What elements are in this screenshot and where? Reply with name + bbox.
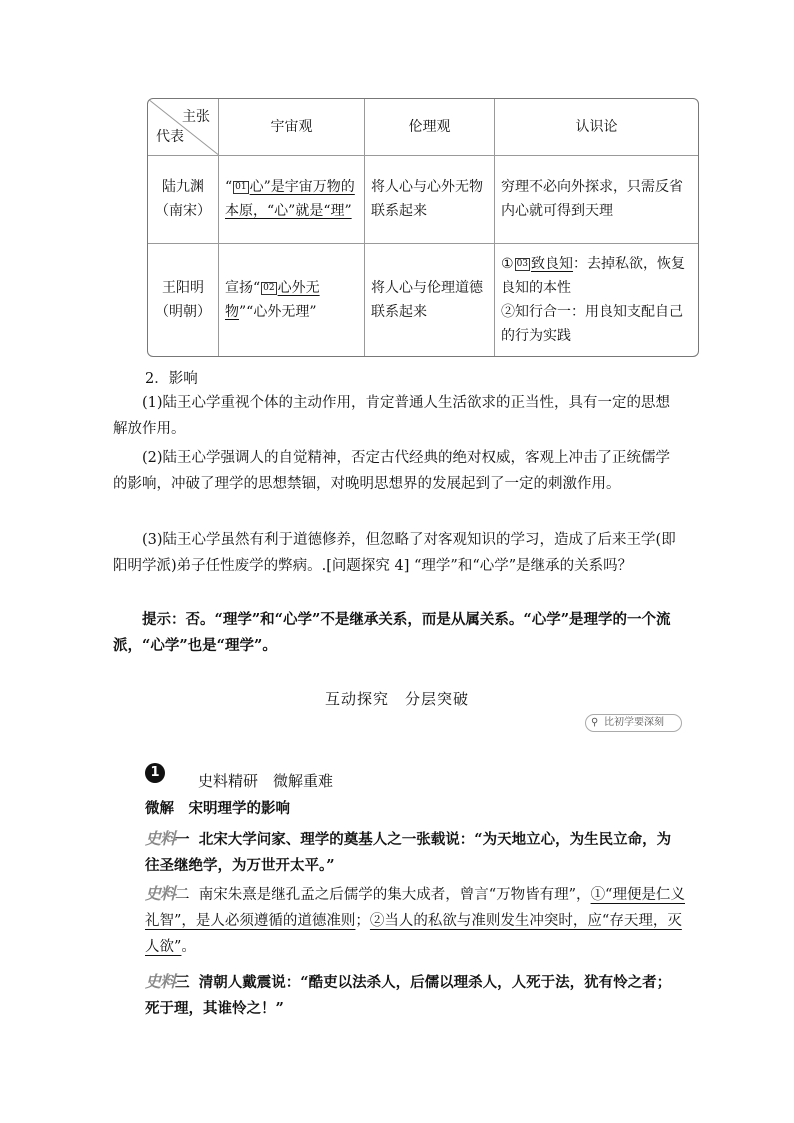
- epistemology-cell: [495, 243, 699, 356]
- hint-paragraph: 提示：否。“理学”和“心学”不是继承关系，而是从属关系。“心学”是理学的一个流派，“心学”也是“理学”。: [113, 611, 671, 654]
- influence-heading: 2．影响: [145, 371, 198, 387]
- source-seal-logo: 史料: [145, 829, 176, 848]
- source-seal-logo: 史料: [145, 972, 176, 991]
- representative-name: 王阳明: [162, 279, 204, 296]
- cosmology-text: “: [225, 179, 233, 195]
- section-title: 互动探究 分层突破: [324, 690, 469, 708]
- table-corner-cell: [148, 99, 219, 155]
- influence-paragraph-1: (1)陆王心学重视个体的主动作用，肯定普通人生活欲求的正当性，具有一定的思想解放作用。: [113, 395, 671, 437]
- ethics-cell: 将人心与心外无物联系起来: [365, 155, 495, 243]
- source-3: [145, 969, 685, 1022]
- influence-paragraph-3: (3)陆王心学虽然有利于道德修养，但忽略了对客观知识的学习，造成了后来王学(即阳明学派)弟子任性废学的弊病。.[问题探究 4] “理学”和“心学”是继承的关系吗？: [113, 532, 676, 574]
- cosmology-text: 心”是宇宙万物的本原，“心”就是“理”: [225, 179, 355, 219]
- source-text: 清朝人戴震说：“酷吏以法杀人，后儒以理杀人，人死于法，犹有怜之者；死于理，其谁怜之！”: [145, 974, 672, 1017]
- blank-number-box: 03: [516, 258, 529, 269]
- source-underlined-1: ①“理便是仁义礼智”，是人必须遵循的道德准则: [145, 887, 685, 929]
- influence-paragraph-2: (2)陆王心学强调人的自觉精神，否定古代经典的绝对权威，客观上冲击了正统儒学的影响，冲破了理学的思想禁锢，对晚明思想界的发展起到了一定的刺激作用。: [113, 450, 671, 492]
- sub-title: 史料精研 微解重难: [198, 772, 334, 790]
- source-seal-logo: 史料: [145, 884, 176, 903]
- representative-era: （明朝）: [155, 303, 211, 320]
- search-tag[interactable]: [585, 714, 682, 732]
- blank-number-box: 01: [235, 182, 247, 192]
- epistemology-underlined: 致良知: [531, 255, 574, 272]
- source-text: 北宋大学问家、理学的奠基人之一张载说：“为天地立心，为生民立命，为往圣继绝学，为万世开太平。”: [145, 831, 672, 874]
- table-header-row: [148, 99, 698, 155]
- representative-name: 陆九渊: [162, 179, 204, 195]
- source-number: 一: [175, 831, 190, 848]
- source-number: 三: [175, 974, 190, 991]
- cosmology-text: 宣扬“: [225, 279, 261, 296]
- table-row: [148, 155, 698, 243]
- source-2: 史料二 南宋朱熹是继孔孟之后儒学的集大成者，曾言“万物皆有理”，①“理便是仁义礼智”，是人必须遵循的道德准则；②当人的私欲与准则发生冲突时，应“存天理，灭人欲”。: [145, 884, 685, 955]
- cosmology-cell: [219, 243, 365, 356]
- table-row: [148, 243, 698, 356]
- epistemology-cell: 穷理不必向外探求，只需反省内心就可得到天理: [495, 155, 699, 243]
- corner-bottom-label: 代表: [156, 128, 184, 145]
- source-number: 二: [175, 887, 190, 903]
- corner-top-label: 主张: [182, 109, 210, 125]
- blank-number-box: 02: [263, 282, 275, 293]
- cosmology-underlined: 心外无物: [225, 279, 320, 320]
- representative-cell: [148, 155, 219, 243]
- epistemology-point-2: ②知行合一：用良知支配自己的行为实践: [501, 303, 683, 344]
- search-icon: ⚲: [591, 717, 599, 728]
- micro-title: 微解 宋明理学的影响: [145, 800, 290, 817]
- representative-cell: [148, 243, 219, 356]
- comparison-table: [147, 98, 699, 357]
- section-number-badge: 1: [145, 763, 165, 783]
- source-1: [145, 826, 685, 879]
- header-ethics: 伦理观: [365, 99, 495, 155]
- header-epistemology: 认识论: [495, 99, 699, 155]
- header-cosmology: 宇宙观: [219, 99, 365, 155]
- ethics-cell: 将人心与伦理道德联系起来: [365, 243, 495, 356]
- epistemology-point-1: ① 03 致良知：去掉私欲，恢复良知的本性: [501, 255, 686, 296]
- search-tag-label: 比初学要深刻: [604, 717, 664, 728]
- source-underlined-2: ②当人的私欲与准则发生冲突时，应“存天理，灭人欲”: [145, 913, 682, 955]
- cosmology-cell: [219, 155, 365, 243]
- source-text: 南宋朱熹是继孔孟之后儒学的集大成者，曾言“万物皆有理”，: [198, 887, 591, 903]
- cosmology-text: ”“心外无理”: [239, 303, 317, 320]
- representative-era: （南宋）: [155, 203, 211, 219]
